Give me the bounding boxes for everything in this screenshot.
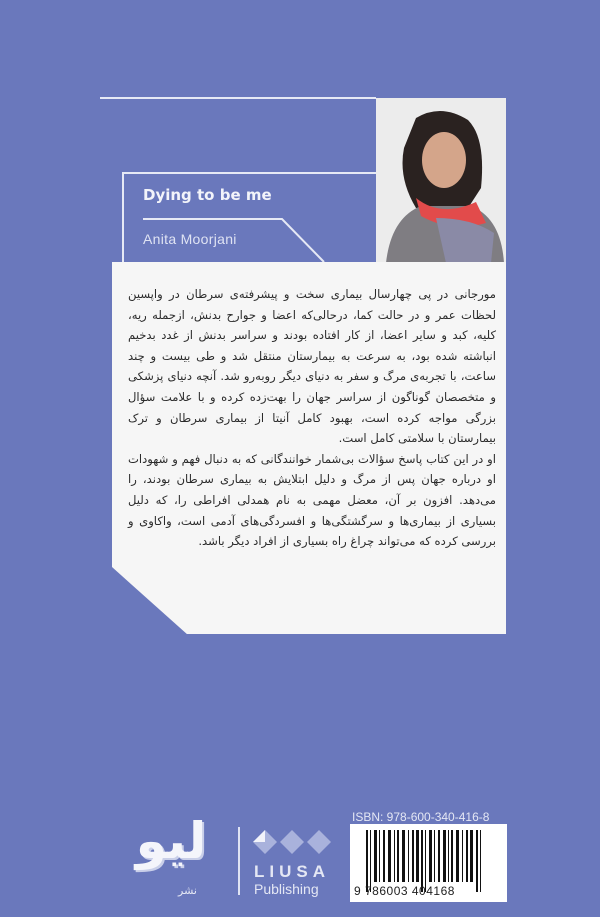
title-frame-left xyxy=(122,172,124,264)
liusa-diamonds-icon xyxy=(252,828,336,856)
description-paragraph: مورجانی در پی چهارسال بیماری سخت و پیشرفته‌ی سرطان در واپسین لحظات عمر و در حالت کما، درحالی‌که اعضا و جوارح بدنش، ازجمله ریه، کلیه، کبد و سایر اعضا، از کار افتاده بودند و سراسر بدنش از غدد بدخیم انباشته شده بود، به سرعت به بیمارستان منتقل شد و طی بیست و چند ساعت، با تجربه‌ی مرگ و سفر به دنیای دیگر روبه‌رو شد. آنچه دنیای پزشکی و متخصصان گوناگون از سراسر جهان را بهت‌زده کرده و با علامت سؤال بزرگی مواجه کرده است، بهبود کامل آنیتا از بیماری سرطان و ترک بیمارستان با سلامتی کامل است. xyxy=(128,287,496,446)
isbn-label: ISBN: 978-600-340-416-8 xyxy=(352,810,490,824)
book-author: Anita Moorjani xyxy=(143,231,237,247)
decorative-line xyxy=(100,97,376,99)
title-frame-top xyxy=(122,172,376,174)
book-title: Dying to be me xyxy=(143,186,272,204)
barcode-number: 9 786003 404168 xyxy=(354,884,455,898)
publisher-subtitle: Publishing xyxy=(254,881,319,897)
logo-divider xyxy=(238,827,240,895)
publisher-logo-sub: نشر xyxy=(178,884,197,897)
publisher-name: LIUSA xyxy=(254,862,330,881)
barcode xyxy=(350,824,507,902)
book-description xyxy=(128,284,496,552)
description-paragraph: او در این کتاب پاسخ سؤالات بی‌شمار خوانندگانی که به دنبال فهم و شهودات او درباره جهان پس از مرگ و دلیل ابتلایش به بیماری سرطان بودند، را می‌دهد. افزون بر آن، معضل مهمی به نام همدلی افراطی را، که دلیل بسیاری از بیماری‌ها و سرگشتگی‌ها و افسردگی‌های آدمی است، واکاوی و بررسی کرده که می‌تواند چراغ راه بسیاری از افراد دیگر باشد. xyxy=(128,451,496,549)
author-photo xyxy=(376,98,506,263)
publisher-logo: لیو xyxy=(135,812,207,870)
